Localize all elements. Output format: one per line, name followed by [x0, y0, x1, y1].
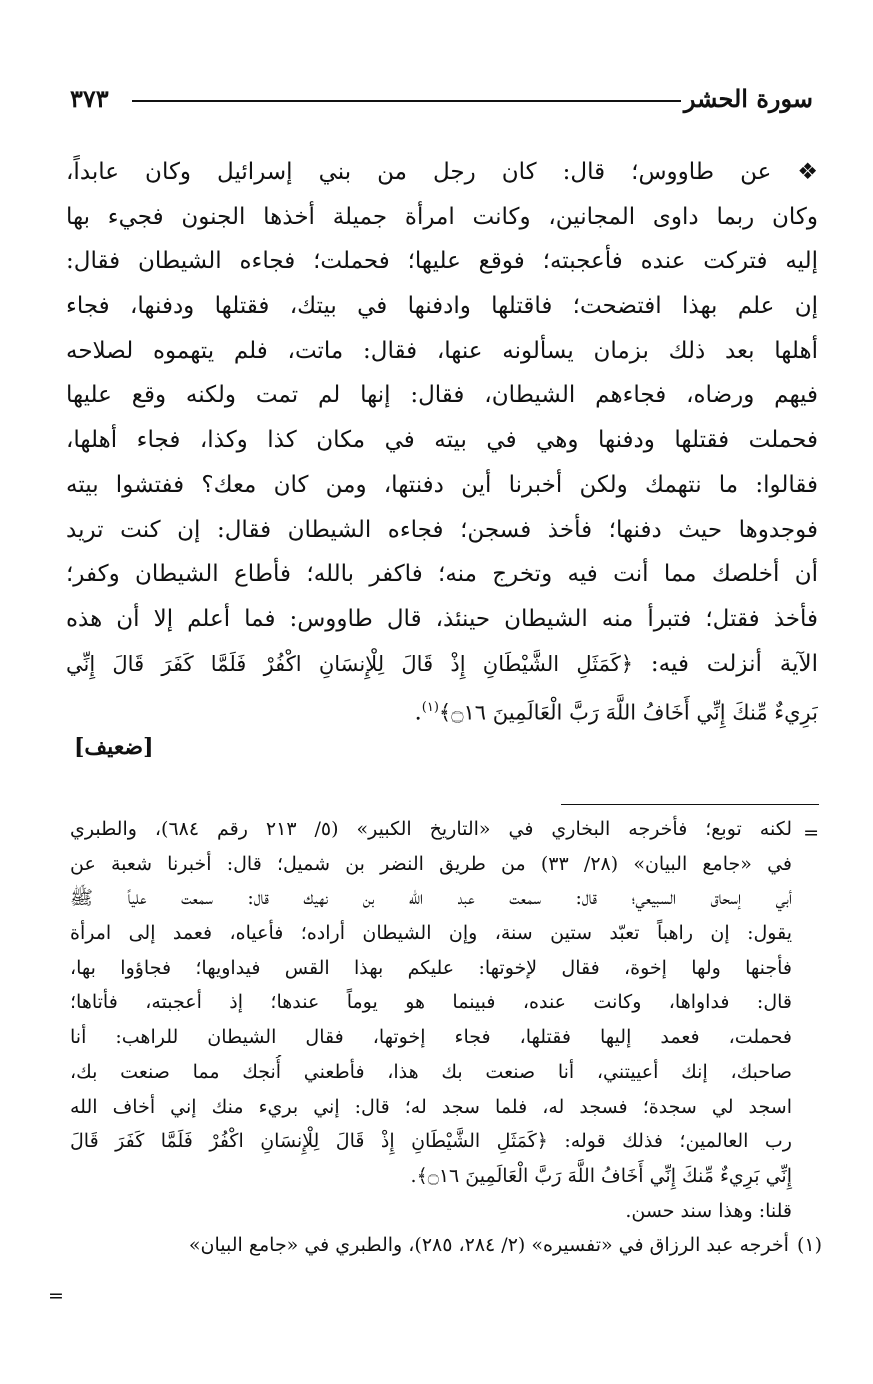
footnote-line: رب العالمين؛ فذلك قوله: ﴿كَمَثَلِ الشَّيْطَانِ إِذْ قَالَ لِلْإِنسَانِ اكْفُرْ فَلَمَّا كَفَرَ قَالَ — [70, 1130, 792, 1153]
text-line: فأخذ فقتل؛ فتبرأ منه الشيطان حينئذ، قال طاووس: فما أعلم إلا أن هذه — [66, 605, 818, 632]
end-punctuation: . — [414, 699, 422, 726]
footnote-line: صاحبك، إنك أعييتني، أنا صنعت بك هذا، فأطعني أُنجك مما صنعت بك، — [70, 1060, 792, 1083]
text-line: أهلها بعد ذلك بزمان يسألونه عنها، فقال: ماتت، فلم يتهموه لصلاحه — [66, 337, 818, 364]
footnote-line: إِنِّي بَرِيءٌ مِّنكَ إِنِّي أَخَافُ اللَّهَ رَبَّ الْعَالَمِينَ ۝١٦﴾. — [410, 1164, 792, 1187]
text-line: فحملت فقتلها ودفنها وهي في بيته في مكان كذا وكذا، فجاء أهلها، — [66, 427, 818, 454]
text-line: ❖ عن طاووس؛ قال: كان رجل من بني إسرائيل وكان عابداً، — [66, 159, 818, 185]
main-narrative — [66, 150, 818, 731]
footnote-reference: (١) — [421, 700, 439, 716]
header-rule — [132, 100, 681, 102]
quran-verse: بَرِيءٌ مِّنكَ إِنِّي أَخَافُ اللَّهَ رَبَّ الْعَالَمِينَ ۝١٦﴾ — [438, 700, 818, 725]
footnote-line: في «جامع البيان» (٢٨/ ٣٣) من طريق النضر بن شميل؛ قال: أخبرنا شعبة عن — [70, 852, 792, 875]
text-line: فوجدوها حيث دفنها؛ فأخذ فسجن؛ فجاءه الشيطان فقال: إن كنت تريد — [66, 516, 818, 543]
footnote-text: أخرجه عبد الرزاق في «تفسيره» (٢/ ٢٨٤، ٢٨٥)، والطبري في «جامع البيان» — [188, 1234, 789, 1257]
text-line: فيهم ورضاه، فجاءهم الشيطان، فقال: إنها لم تمت ولكنه وقع عليها — [66, 382, 818, 409]
text-line: إن علم بهذا افتضحت؛ فاقتلها وادفنها في بيتك، فقتلها ودفنها، فجاء — [66, 293, 818, 320]
text-line: وكان ربما داوى المجانين، وكانت امرأة جميلة أخذها الجنون فجيء بها — [66, 203, 818, 230]
page-number: ٣٧٣ — [70, 84, 109, 113]
footnote-line: قال: فداواها، وكانت عنده، فبينما هو يوماً عندها؛ إذ أعجبته، فأتاها؛ — [70, 991, 792, 1014]
footnote-line: قلنا: وهذا سند حسن. — [625, 1199, 792, 1222]
footnote-line: يقول: إن راهباً تعبّد ستين سنة، وإن الشيطان أراده؛ فأعياه، فعمد إلى امرأة — [70, 922, 792, 945]
continuation-mark-top: = — [803, 822, 819, 844]
continuation-mark-bottom: = — [48, 1285, 64, 1307]
footnote-line: فحملت، فعمد إليها فقتلها، فجاء إخوتها، فقال الشيطان للراهب: أنا — [70, 1026, 792, 1049]
surah-title: سورة الحشر — [683, 84, 813, 113]
text-line: إليه فتركت عنده فأعجبته؛ فوقع عليها؛ فحملت؛ فجاءه الشيطان فقال: — [66, 248, 818, 275]
grading-verdict: [ضعيف] — [74, 734, 154, 760]
footnotes — [70, 812, 822, 1263]
footnote-separator — [561, 804, 819, 805]
running-header — [70, 84, 813, 120]
footnote-line: أبي إسحاق السبيعي؛ قال: سمعت عبد الله بن نهيك قال: سمعت علياً ﷺ — [70, 887, 792, 910]
text-line — [66, 642, 818, 687]
footnote-line: فأجنها ولها إخوة، فقال لإخوتها: عليكم بهذا القس فيداويها؛ فجاؤوا بها، — [70, 956, 792, 979]
footnote-1 — [70, 1228, 822, 1263]
quran-verse: ﴿كَمَثَلِ الشَّيْطَانِ إِذْ قَالَ لِلْإِنسَانِ اكْفُرْ فَلَمَّا كَفَرَ قَالَ إِنِّي — [66, 651, 634, 676]
text-line: فقالوا: ما نتهمك ولكن أخبرنا أين دفنتها، ومن كان معك؟ ففتشوا بيته — [66, 471, 818, 498]
footnote-number: (١) — [796, 1234, 822, 1257]
footnote-line: لكنه توبع؛ فأخرجه البخاري في «التاريخ الكبير» (٥/ ٢١٣ رقم ٦٨٤)، والطبري — [70, 818, 792, 840]
verse-intro: الآية أنزلت فيه: — [633, 650, 818, 677]
text-line — [66, 686, 818, 731]
text-line: أن أخلصك مما أنت فيه وتخرج منه؛ فاكفر بالله؛ فأطاع الشيطان وكفر؛ — [66, 561, 818, 588]
footnote-line: اسجد لي سجدة؛ فسجد له، فلما سجد له؛ قال: إني بريء منك إني أخاف الله — [70, 1095, 792, 1118]
